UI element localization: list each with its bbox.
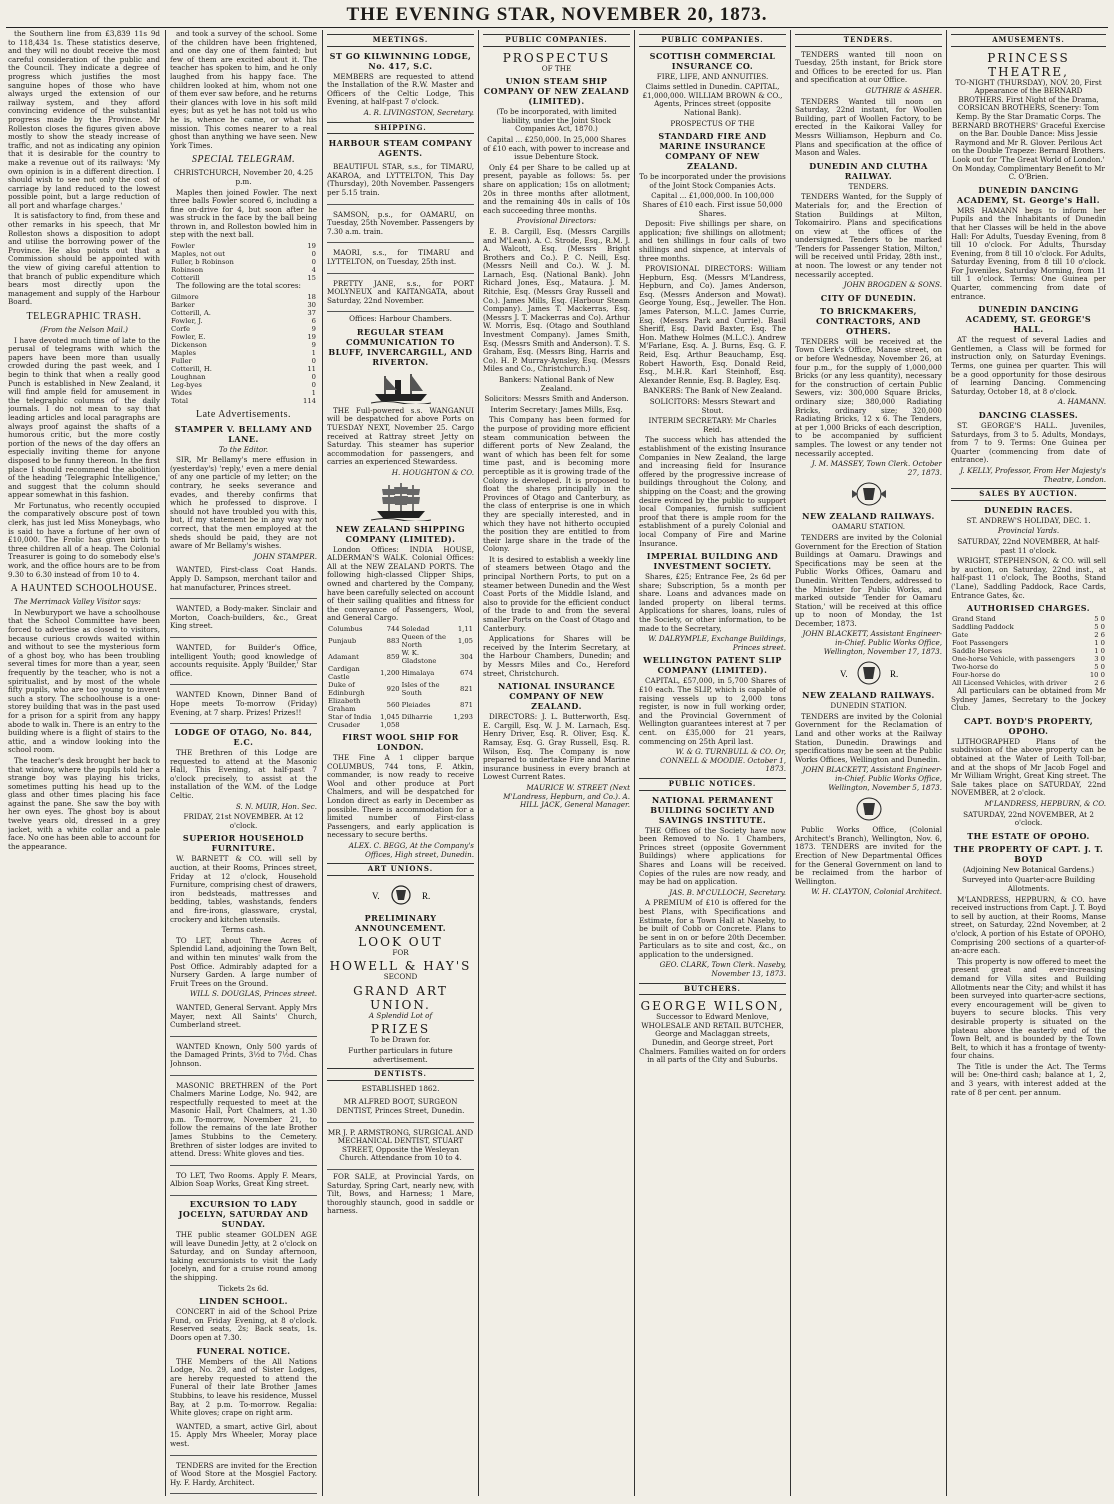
concert-body: CONCERT in aid of the School Prize Fund, on Friday Evening, at 8 o'clock. Reserved seats, 2s; Back seats, 1s. Doors open at 7.30. [170, 1307, 317, 1342]
secretary: Interim Secretary: James Mills, Esq. [490, 404, 623, 414]
auction-subheading: Surveyed into Quarter-acre Building Allotments. [961, 875, 1096, 893]
lookout-text: LOOK OUT [358, 934, 443, 949]
auction-location: Provincial Yards. [997, 526, 1060, 536]
tender-signature: JOHN BLACKETT, Assistant Engineer-in-Chief. Public Works Office, Wellington, November 17, 1873. [802, 629, 942, 656]
established-text: ESTABLISHED 1862. [361, 1083, 440, 1093]
section-heading: SALES BY AUCTION. [951, 488, 1106, 501]
column-divider [165, 30, 166, 1496]
bankers: Bankers: National Bank of New Zealand. [498, 375, 615, 393]
tender-body: TENDERS Wanted till noon on Saturday, 22nd instant, for Woollen Building, part of Woollen Factory, to be erected in the Kaikorai Valley for Messrs Williamson, Hepburn and Co. Plans and specification at the office of Mason and Wales. [795, 96, 942, 158]
shipping-ad: PRETTY JANE, s.s., for PORT MOLYNEUX and KAITANGATA, about Saturday, 22nd November. [327, 277, 474, 313]
shipping-ad: SAMSON, p.s., for OAMARU, on Tuesday, 25th November. Passengers by 7.30 a.m. train. [327, 208, 474, 244]
for-text: FOR [392, 947, 409, 957]
shipping-headline: NEW ZEALAND SHIPPING COMPANY (LIMITED). [335, 523, 466, 544]
company-headline: UNION STEAM SHIP COMPANY OF NEW ZEALAND (LIMITED). [483, 76, 630, 107]
auction-body: WRIGHT, STEPHENSON, & CO. will sell by auction, on Saturday, 22nd inst., at half-past 11 o'clock, The Booths, Stand ('Lane), Saddling Paddock, Race Cards, Entrance Gates, &c. [951, 556, 1106, 600]
butcher-body: Successor to Edward Menlove, WHOLESALE AND RETAIL BUTCHER, George and Maclaggan streets, Dunedin, and George street, Port Chalmers. Families waited on for orders in all parts of the City and Suburbs. [639, 1012, 786, 1065]
tender-signature: JOHN BROGDEN & SONS. [843, 280, 942, 290]
shipping-body: THE Fine A 1 clipper barque COLUMBUS, 744 tons, F. Atkin, commander, is now ready to receive Wool and other produce at Port Chalmers, and will be despatched for London direct as early in December as possible. There is accommodation for a limited number of First-class Passengers, and early application is necessary to secure berths. [327, 752, 474, 840]
tender-body: TENDERS are invited by the Colonial Government for the Reclamation of Land and other works at the Railway Station, Dunedin. Drawings and specifications may be seen at the Public Works Offices, Wellington and Dunedin. [795, 711, 942, 764]
article-paragraph: Mr Fortunatus, who recently occupied the comparatively obscure post of town clerk, has just led Miss Moneybags, who is said to have a fortune of her own of £10,000. The Frolic has given birth to three children all of a heap. The Colonial Treasurer is going to do somebody else's work, and the office hours are to be from 9.30 to 6.30 instead of from 10 to 4. [8, 500, 160, 579]
classified-ad: WANTED, a Body-maker. Sinclair and Morton, Coach-builders, &c., Great King street. [170, 602, 317, 638]
royal-crest-icon [844, 795, 894, 823]
auction-headline: CAPT. BOYD'S PROPERTY, OPOHO. [963, 715, 1094, 736]
company-headline: IMPERIAL BUILDING AND INVESTMENT SOCIETY. [646, 551, 779, 572]
royal-crest-icon [834, 659, 904, 687]
column-7 [951, 30, 1106, 1498]
butcher-name: GEORGE WILSON, [640, 999, 785, 1014]
article-paragraph: and took a survey of the school. Some of the children have been frightened, and one day one of them fainted; but few of them are excited about it. The teacher has spoken to him, and he only laughed from his happy face. The children looked at him, whom not one of them ever saw before, and he returns their glances with love in his soft mild eyes; but as yet he has not told us who he is, whence he came, or what his mission. This comes nearer to a real ghost than anything we have seen. New York Times. [170, 30, 317, 150]
excursion-tickets: Tickets 2s 6d. [218, 1283, 269, 1293]
auction-body: LITHOGRAPHED Plans of the subdivision of the above property can be obtained at the Water of Leith Toll-bar, and at the shops of Mr Jacob Fogel and Mr William Wright, Great King street. The Sale takes place on SATURDAY, 22nd NOVEMBER, at 2 o'clock. [951, 736, 1106, 798]
company-body: DIRECTORS: J. L. Butterworth, Esq. E. Cargill, Esq. W. J. M. Larnach, Esq. Henry Driver, Esq. R. Oliver, Esq. K. Ramsay, Esq. G. Gray Russell, Esq. R. Wilson, Esq. The Company is now prepared to undertake Fire and Marine insurance business in every branch at Lowest Current Rates. [483, 712, 630, 782]
company-signature: W. & G. TURNBULL & CO. Or, CONNELL & MOODIE. October 1, 1873. [660, 747, 786, 774]
column-divider [634, 30, 635, 1496]
second-text: SECOND [383, 972, 418, 982]
tender-headline: NEW ZEALAND RAILWAYS. [802, 511, 935, 522]
charges-table: Grand Stand 5 0 Saddling Paddock 5 0 Gate 2 6 Foot Passengers 1 0 Saddle Horses 1 0 One-horse Vehicle, with passengers 3 0 Two-horse do 5 0 Four-horse do 10 0 All Licensed Vehicles, with driver 2 6 [952, 615, 1105, 688]
concert-headline: LINDEN SCHOOL. [199, 1296, 288, 1307]
company-body: Claims settled in Dunedin. CAPITAL, £1,000,000. WILLIAM BROWN & CO., Agents, Princes street (opposite National Bank). [642, 82, 783, 117]
company-headline: WELLINGTON PATENT SLIP COMPANY (LIMITED). [643, 655, 782, 676]
section-heading: DENTISTS. [327, 1068, 474, 1081]
tender-headline: CITY OF DUNEDIN. [820, 292, 917, 303]
dentist-ad: MR J. P. ARMSTRONG, SURGICAL AND MECHANICAL DENTIST, STUART STREET, Opposite the Wesleyan Church. Attendance from 10 to 4. [327, 1126, 474, 1170]
tender-body: TENDERS are invited by the Colonial Government for the Erection of Station Buildings at Oamaru. Drawings and Specifications may be seen at the Public Works Offices, Oamaru and Dunedin. Written Tenders, addressed to the Minister for Public Works, and marked outside 'Tender for Oamaru Station,' will be received at this office up to noon of Monday, the 1st December, 1873. [795, 532, 942, 628]
bankers: BANKERS: The Bank of New Zealand. [642, 386, 783, 396]
notice-signature: JAS. B. M'CULLOCH, Secretary. [669, 887, 786, 897]
section-heading: MEETINGS. [327, 34, 474, 47]
company-headline: STANDARD FIRE AND MARINE INSURANCE COMPANY OF NEW ZEALAND. [658, 131, 767, 172]
auction-date: FRIDAY, 21st NOVEMBER. At 12 o'clock. [183, 812, 304, 830]
letter-headline: STAMPER V. BELLAMY AND LANE. [174, 423, 313, 444]
score-table: Fowler 19 Maples, not out 0 Fuller, b Robinson 0 Robinson 4 Cotterill 15 [171, 242, 316, 283]
auction-headline: SUPERIOR HOUSEHOLD FURNITURE. [182, 833, 305, 854]
tender-body: TENDERS will be received at the Town Clerk's Office, Manse street, on or before Wednesday, November 26, at four p.m., for the supply of 1,000,000 Bricks (or any less quantity), necessary for the construction of certain Public Sewers, viz: 300,000 Square Bricks, ordinary size; 380,000 Radiating Bricks, ordinary size; 320,000 Radiating Bricks, 12 x 6. The Tenders, at per 1,000 Bricks of each description, to be accompanied by sufficient samples. The lowest or any tender not necessarily accepted. [795, 336, 942, 458]
shipping-headline: REGULAR STEAM COMMUNICATION TO BLUFF, INVERCARGILL, AND RIVERTON. [328, 326, 473, 367]
score-table: Gilmore 18 Barker 30 Cotterill, A. 37 Fowler, J. 6 Corfe 9 Fowler, E. 19 Dickenson 9 Maples 1 Fuller 0 Cotterill, H. 11 Loughnan 0 Leg-byes 0 Wides 1 Total 114 [171, 292, 316, 405]
theatre-body: TO-NIGHT (THURSDAY), NOV. 20, First Appearance of the BERNARD BROTHERS. First Night of the Drama, CORSICAN BROTHERS, Scenery: Tom Kemp. By the Star Dramatic Corps. The BERNARD BROTHERS' Graceful Exercise on the Bar. Double Dance: Miss Jessie Raymond and Mr R. Glover. Perilous Act on the Double Trapeze: Bernard Brothers. Look out for 'The Great World of London.' On Monday, Complimentary Benefit to Mr C. O'Brien. [951, 77, 1106, 182]
directors-list: E. B. Cargill, Esq. (Messrs Cargills and M'Lean). A. C. Strode, Esq., R.M. J. A. Walcott, Esq. (Messrs Bright Brothers and Co.). P. C. Neill, Esq. (Messrs Neill and Co.). W. J. M. Larnach, Esq. (National Bank). John Richard Jones, Esq., Mataura. J. M. Ritchie, Esq. (Messrs Gray Russell and Co.). James Mills, Esq. (Harbour Steam Company). James T. Mackerras, Esq. (Messrs J. T. Mackerras and Co). Arthur W. Morris, Esq. (Otago and Southland Investment Company). James Smith, Esq. (Messrs Smith and Anderson). T. S. Graham, Esq. (Messrs Bing, Harris and Co). H. P. Murray-Aynsley, Esq. (Messrs Miles and Co., Christchurch.) [483, 226, 630, 374]
masthead [0, 4, 1114, 26]
fleet-table: Columbus 744 Soledad 1,11 Punjaub 883 Queen of the North 1,05 Adamant 859 W. K. Gladstone 304 Cardigan Castle 1,200 Himalaya 674 Duke of Edinburgh 920 Isles of the South 821 Elizabeth Graham 560 Pleiades 871 Star of India 1,045 Dilharrie 1,293 Crusader 1,058 [328, 624, 473, 729]
company-body: CAPITAL, £57,000, in 5,700 Shares of £10 each. The SLIP, which is capable of raising vessels up to 2,000 tons register, is now in full working order, and the Provincial Government of Wellington guarantees interest at 7 per cent. on £35,000 for 21 years, commencing on 25th April last. [639, 676, 786, 746]
column-2 [170, 30, 317, 1498]
article-paragraph: I have devoted much time of late to the perusal of telegrams with which the papers have been more than usually crowded during the past week, and I begin to think that when a really good Punch is established in New Zealand, it will find ample field for amusement in the telegraphic columns of the daily journals. I do not mean to say that leading articles and local paragraphs are always proof against the shafts of a humorous critic, but the more costly portion of the news of the day offers an especially inviting theme for anyone disposed to be funny thereon. In the first place I should recommend the abolition of the heading 'Telegraphic Intelligence,' and suggest that the column should appear somewhat in this fashion. [8, 335, 160, 500]
solicitors: Solicitors: Messrs Smith and Anderson. [484, 394, 629, 404]
svg-text:R.: R. [889, 669, 898, 680]
company-capital: Capital ... £1,000,000. In 100,000 Shares of £10 each. First issue 50,000 Shares. [642, 191, 783, 218]
shipping-body: London Offices: INDIA HOUSE, ALDERMAN'S WALK. Colonial Offices: All at the NEW ZEALAND PORTS. The following high-classed Clipper Ships, owned and chartered by the Company, have been carefully selected on account of their sailing qualities and fitness for the conveyance of Passengers, Wool, and General Cargo. [327, 544, 474, 623]
company-signature: MAURICE W. STREET (Next M'Landress, Hepburn, and Co.). A. HILL JACK, General Manager. [503, 782, 630, 810]
company-signature: W. DALRYMPLE, Exchange Buildings, Princes street. [648, 634, 786, 652]
section-headline: Late Advertisements. [196, 408, 291, 420]
letter-body: SIR, Mr Bellamy's mere effusion in (yesterday's) 'reply,' even a mere denial of any one particle of my letter; on the contrary, he seeks severance and evades, and thereby confirms that which he professed to disprove. I should not have troubled you with this, but, if my statement be in any way not correct, that the men employed at the sheds should be paid, they are not aware of Mr Bellamy's wishes. [170, 455, 317, 551]
company-body: It is desired to establish a weekly line of steamers between Otago and the principal Northern Ports, to put on a steamer between Dunedin and the West Coast Ports of the Middle Island, and also to provide for the efficient conduct of the trade to and from the several smaller Ports on the Coast of Otago and Canterbury. [483, 554, 630, 633]
company-body: Applications for Shares will be received by the Interim Secretary, at the Harbour Chambers, Dunedin; and by Messrs Miles and Co., Hereford street, Christchurch. [483, 634, 630, 678]
classes-signature: J. KELLY, Professor, From Her Majesty's Theatre, London. [960, 465, 1106, 484]
auction-date: SATURDAY, 22nd NOVEMBER, At 2 o'clock. [963, 809, 1094, 828]
classified-ad: WANTED Known, Only 500 yards of the Damaged Prints, 3½d to 7½d. Chas Johnson. [170, 1040, 317, 1076]
classified-ad: TO LET, about Three Acres of Splendid Land, adjoining the Town Belt, and within ten minutes' walk from the Post Office. Admirably adapted for a Nursery Garden. A large number of Fruit Trees on the Ground. [170, 935, 317, 988]
classified-ad: WANTED Known, Dinner Band of Hope meets To-morrow (Friday) Evening, at 7 sharp. Prizes! Prizes!! [170, 688, 317, 724]
company-headline: SCOTTISH COMMERCIAL INSURANCE CO. [649, 50, 776, 71]
dentist-ad: MR ALFRED BOOT, SURGEON DENTIST, Princes Street, Dunedin. [327, 1095, 474, 1122]
academy-body: AT the request of several Ladies and Gentlemen, a Class will be formed for instruction only, on Saturday Evenings. Terms, one guinea per quarter. This will be a good opportunity for those desirous of learning Dancing. Commencing Saturday, October 18, at 8 o'clock. [951, 335, 1106, 396]
classified-ad: WANTED, a smart, active Girl, about 15. Apply Mrs Wheeler, Moray place west. [170, 1420, 317, 1456]
classified-ad: WANTED, General Servant. Apply Mrs Mayer, next All Saints' Church, Cumberland street. [170, 1001, 317, 1037]
royal-crest-icon [844, 480, 894, 508]
notice-body: THE Offices of the Society have now been Removed to No. 1 Chambers, Princes street (opposite Government Buildings) where applications for Shares and Loans will be received. Copies of the rules are now ready, and may be had on application. [639, 825, 786, 887]
section-heading: ART UNIONS. [327, 863, 474, 876]
notice-signature: S. N. MUIR, Hon. Sec. [235, 801, 317, 811]
auction-body: M'LANDRESS, HEPBURN, & CO. have received instructions from Capt. J. T. Boyd to sell by auction, at their Rooms, Manse street, on Saturday, 22nd November, at 2 o'clock, A portion of his Estate of OPOHO, Comprising 200 sections of a quarter-of-an-acre each. [951, 894, 1106, 956]
tender-signature: JOHN BLACKETT, Assistant Engineer-in-Chief. Public Works Office, Wellington, November 5, 1873. [802, 765, 942, 792]
company-capital: Capital ... £250,000. In 25,000 Shares of £10 each, with power to increase and issue Debenture Stock. [483, 134, 630, 162]
article-paragraph: the Southern line from £3,839 11s 9d to 118,434 1s. These statistics deserve, and they will no doubt receive the most careful consideration of the public and the Council. They indicate a degree of progress which justifies the most sanguine hopes of those who have always urged the extension of our railway system, and they afford convincing evidence of the substantial progress made by the Province. Mr Rolleston closes the figures given above mostly to show the steady increase of traffic, and not as indicating any opinion that it is desirable for the country to make a revenue out of its railways: 'My own opinion is in a different direction. I should wish to see not only the cost of carriage by land reduced to the lowest possible point, but a large reduction of all port and wharfage charges.' [8, 30, 160, 210]
academy-headline: DUNEDIN DANCING ACADEMY, ST. GEORGE'S HALL. [965, 304, 1092, 335]
section-heading: TENDERS. [795, 34, 942, 47]
article-headline: SPECIAL TELEGRAM. [191, 154, 296, 166]
solicitors: SOLICITORS: Messrs Stewart and Stout. [649, 397, 776, 415]
svg-text:R.: R. [421, 890, 430, 901]
classified-ad: TO LET, Two Rooms. Apply F. Mears, Albion Soap Works, Great King street. [170, 1169, 317, 1196]
svg-text:V.: V. [839, 669, 848, 680]
directors-list: PROVISIONAL DIRECTORS: William Hepburn, Esq. (Messrs M'Landress, Hepburn, and Co). James Anderson, Esq. (Messrs Anderson and Mowat). George Young, Esq., Jeweller. The Hon. James Paterson, M.L.C. James Currie, Esq. (Messrs Park and Currie). Basil Sheriff, Esq. David Baxter, Esq. The Hon. Mathew Holmes (M.L.C.). Andrew M'Farlane, Esq. A. J. Burns, Esq. G. F. Reid, Esq. Arthur Beauchamp, Esq. Robert Haworth, Esq. Donald Reid, Esq., M.H.R. Karl Steinhoff, Esq. Alexander Rennie, Esq. B. Bagley, Esq. [639, 264, 786, 385]
auction-date: SATURDAY, 22nd NOVEMBER, At half-past 11 o'clock. [957, 536, 1100, 555]
auction-subheading: ST. ANDREW'S HOLIDAY, DEC. 1. [966, 515, 1091, 525]
newspaper-title: THE EVENING STAR, NOVEMBER 20, 1873. [346, 4, 768, 25]
article-source: (From the Nelson Mail.) [40, 325, 128, 334]
ad-signature: WILL S. DOUGLAS, Princes street. [189, 989, 317, 999]
auction-subheading: (Adjoining New Botanical Gardens.) [962, 864, 1095, 874]
section-heading: PUBLIC COMPANIES. [483, 34, 630, 47]
notice-body: THE Brethren of this Lodge are requested to attend at the Masonic Hall, This Evening, at half-past 7 o'clock precisely, to assist at the installation of the W.M. of the Lodge Celtic. [170, 748, 317, 801]
column-5 [639, 30, 786, 1498]
tender-subheading: OAMARU STATION. [831, 522, 906, 532]
academy-signature: A. HAMANN. [1057, 397, 1106, 407]
auction-headline: DUNEDIN RACES. [984, 504, 1073, 515]
shipping-signature: H. HOUGHTON & CO. [391, 468, 474, 478]
shipping-offices: Offices: Harbour Chambers. [349, 314, 452, 324]
auction-terms: Terms cash. [221, 925, 266, 935]
academy-headline: DUNEDIN DANCING ACADEMY, St. George's Hall. [957, 184, 1100, 205]
masthead-rule [6, 27, 1108, 28]
article-paragraph: The following are the total scores: [176, 281, 301, 291]
auction-signature: M'LANDRESS, HEPBURN, & CO. [984, 799, 1106, 809]
excursion-body: THE public steamer GOLDEN AGE will leave Dunedin Jetty, at 2 o'clock on Saturday, and on Sunday afternoon, taking excursionists to visit the Lady Jocelyn, and for a cruise round among the shipping. [170, 1230, 317, 1282]
article-paragraph: The teacher's desk brought her back to that window, where the pupils told her a strange boy was playing his tricks, sometimes putting his head up to the glass and other times placing his face against the pane. She saw the boy with her own eyes. The ghost boy is about twelve years old, dressed in a grey jacket, with a white collar and a pale face. No one has been able to account for the appearance. [8, 755, 160, 851]
company-body: This Company has been formed for the purpose of providing more efficient steam communication between the different ports of New Zealand, the want of which has been felt for some time past, and is becoming more perceptible as it is growing trade of the Colony is developed. It is proposed to float the shares principally in the Provinces of Otago and Canterbury, as the class of enterprise is one in which they are specially interested, and in which they have not hitherto occupied the position they are entitled to from their large share in the trade of the Colony. [483, 415, 630, 554]
classified-ad: WANTED, for Builder's Office, intelligent Youth; good knowledge of accounts requisite. Apply 'Builder,' Star office. [170, 641, 317, 685]
company-subtitle: (To be incorporated, with limited liability, under the Joint Stock Companies Act, 1870.) [496, 107, 617, 134]
section-heading: BUTCHERS. [639, 983, 786, 996]
secretary: INTERIM SECRETARY: Mr Charles Reid. [648, 416, 777, 434]
letter-signature: JOHN STAMPER. [253, 551, 317, 561]
tender-headline: DUNEDIN AND CLUTHA RAILWAY. [809, 160, 928, 181]
funeral-body: THE Members of the All Nations Lodge, No. 29, and of Sister Lodges, are hereby requested to attend the Funeral of their late Brother James Stubbins, to leave his residence, Mussel Bay, at 2 p.m. To-morrow. Regalia: White gloves; crape on right arm. [170, 1356, 317, 1418]
tender-signature: W. H. CLAYTON, Colonial Architect. [811, 887, 942, 897]
svg-text:V.: V. [371, 890, 380, 901]
shipping-signature: ALEX. C. BEGG, At the Company's Offices, High street, Dunedin. [348, 840, 474, 859]
company-body: The success which has attended the establishment of the existing Insurance Companies in New Zealand, the large and increasing field for Insurance offered by the progressive increase of buildings throughout the Colony, and shipping on the Coast; and the growing desire evinced by the public to support local Companies, furnish sufficient proof that there is ample room for the establishment of a purely Colonial and local Company of Fire and Marine Insurance. [639, 435, 786, 548]
notice-headline: LODGE OF OTAGO, No. 844, E.C. [174, 727, 313, 748]
auction-headline: THE ESTATE OF OPOHO. [967, 830, 1090, 841]
tender-signature: GUTHRIE & ASHER. [865, 85, 942, 95]
article-paragraph: It is satisfactory to find, from these and other remarks in his speech, that Mr Rolleston shows a disposition to adopt and utilise the borrowing power of the Province. He also points out that a Commission should be appointed with the view of giving careful attention to that branch of public expenditure which bears most directly upon the management and supply of the Harbour Board. [8, 211, 160, 307]
notice-headline: NATIONAL PERMANENT BUILDING SOCIETY AND SAVINGS INSTITUTE. [650, 794, 775, 825]
column-divider [478, 30, 479, 1496]
dateline: CHRISTCHURCH, November 20, 4.25 p.m. [173, 168, 314, 186]
charges-note: All particulars can be obtained from Mr Sydney James, Secretary to the Jockey Club. [951, 686, 1106, 713]
section-heading: PUBLIC COMPANIES. [639, 34, 786, 47]
auction-body: This property is now offered to meet the present great and ever-increasing demand for Villa sites and Building Allotments near the City; and whilst it has been surveyed into quarter-acre sections, every encouragement will be given to buyers to secure blocks. This very desirable property is situated on the plateau above the easterly end of the Town Belt, and is bounded by the Town Belt, to which it has a frontage of twenty-four chains. [951, 956, 1106, 1061]
company-body: Shares, £25; Entrance Fee, 2s 6d per share; Subscription, 5s a month per share. Loans and advances made on landed property on liberal terms. Applications for shares, loans, rules of the Society, or other information, to be made to the Secretary, [639, 572, 786, 633]
academy-body: MRS HAMANN begs to inform her Pupils and the Inhabitants of Dunedin that her Classes will be held in the above Hall: For Adults, Tuesday Evening, from 8 till 10 o'clock. For Adults, Thursday Evening, from 8 till 10 o'clock. For Adults, Saturday Evening, from 8 till 10 o'clock. For Juveniles, Saturday Morning, from 11 till 1 o'clock. Terms: One Guinea per Quarter, commencing from date of entrance. [951, 205, 1106, 301]
prizes-text: PRIZES [370, 1022, 431, 1037]
company-body: Only £4 per Share to be called up at present, payable as follows: 5s. per share on application; 15s on allotment; 20s in three months after allotment, and the remaining 40s in calls of 10s each succeeding three months. [483, 162, 630, 215]
classified-ad: TENDERS are invited for the Erection of Wood Store at the Mosgiel Factory. Hy. F. Hardy, Architect. [170, 1459, 317, 1495]
auction-terms: The Title is under the Act. The Terms will be: One-third cash; balance at 1, 2, and 3 years, with interest added at the rate of 8 per cent. per annum. [951, 1061, 1106, 1097]
shipping-headline: HARBOUR STEAM COMPANY AGENTS. [328, 138, 473, 159]
further-text: Further particulars in future advertisement. [348, 1046, 453, 1064]
company-subtitle: FIRE, LIFE, AND ANNUITIES. [656, 71, 769, 81]
column-6 [795, 30, 942, 1498]
prospectus-heading: PROSPECTUS OF THE [670, 118, 755, 128]
company-body: Deposit: Five shillings per share, on application; five shillings on allotment; and ten shillings in four calls of two shillings and sixpence, at intervals of three months. [639, 219, 786, 263]
article-headline: A HAUNTED SCHOOLHOUSE. [10, 583, 158, 595]
notice-headline: ST GO KILWINNING LODGE, No. 417, S.C. [329, 50, 472, 71]
column-4 [483, 30, 630, 1498]
tender-body: Public Works Office, (Colonial Architect's Branch), Wellington, Nov. 6, 1873. TENDERS are invited for the Erection of New Departmental Offices for the General Government on land to be reclaimed from the harbor of Wellington. [795, 825, 942, 886]
funeral-headline: FUNERAL NOTICE. [196, 1345, 291, 1356]
shipping-body: THE Full-powered s.s. WANGANUI will be despatched for above Ports on TUESDAY NEXT, November 25. Cargo received at Rattray street Jetty on Saturday. This steamer has superior accommodation for passengers, and carries an experienced Stewardess. [327, 405, 474, 467]
notice-signature: A. R. LIVINGSTON, Secretary. [363, 107, 474, 117]
classes-body: ST. GEORGE'S HALL. Juveniles, Saturdays, from 3 to 5. Adults, Mondays, from 7 to 9. Terms: One Guinea per Quarter (commencing from date of entrance). [951, 421, 1106, 465]
theatre-name: PRINCESS THEATRE, [987, 50, 1070, 79]
shipping-headline: FIRST WOOL SHIP FOR LONDON. [342, 731, 459, 752]
tender-body: TENDERS wanted till noon on Tuesday, 25th instant, for Brick store and Offices to be erected for us. Plan and specification at our Office. [795, 49, 942, 85]
directors-heading: Provisional Directors: [516, 216, 597, 226]
tender-headline: NEW ZEALAND RAILWAYS. [802, 690, 935, 701]
tender-body: TENDERS Wanted, for the Supply of Materials for, and the Erection of Station Buildings at Milton, Tokomairiro. Plans and specifications on view at the offices of the undersigned. Tenders to be marked 'Tenders for Passenger Station, Milton,' will be received until Friday, 28th inst., at noon. The lowest or any tender not necessarily accepted. [795, 192, 942, 279]
steamship-icon [371, 370, 431, 404]
section-heading: SHIPPING. [327, 122, 474, 135]
tender-signature: J. M. MASSEY, Town Clerk. October 27, 1873. [811, 459, 942, 477]
section-heading: AMUSEMENTS. [951, 34, 1106, 47]
howell-hay-text: HOWELL & HAY'S [329, 959, 472, 974]
section-heading: PUBLIC NOTICES. [639, 778, 786, 791]
announcement-headline: PRELIMINARY ANNOUNCEMENT. [354, 912, 447, 933]
column-divider [322, 30, 323, 1496]
drawn-text: To be Drawn for. [370, 1035, 431, 1045]
grand-art-union-text: GRAND ART UNION. [353, 983, 448, 1012]
tender-subheading: TENDERS. [848, 181, 889, 191]
article-source: The Merrimack Valley Visitor says: [14, 597, 141, 607]
company-headline: NATIONAL INSURANCE COMPANY OF NEW ZEALAND. [497, 681, 616, 712]
article-paragraph: In Newburyport we have a schoolhouse that the School Committee have been forced to advertise as closed to visitors, because curious crowds waited within and without to see the mysterious form of a ghost boy, who has been troubling several times for more than a year, seen frequently by the teacher, who is not a spiritualist, and by most of the whole fifty pupils, who are too young to invent such a story. The schoolhouse is a one-storey building that was in the past used for a prison for a spirit from any happy abode to walk in. There is an entry to the building where is a flight of stairs to the attic, and a window looking into the school room. [8, 607, 160, 755]
article-headline: TELEGRAPHIC TRASH. [26, 311, 142, 322]
auction-headline: THE PROPERTY OF CAPT. J. T. BOYD [953, 843, 1104, 864]
classes-headline: DANCING CLASSES. [978, 410, 1079, 420]
shipping-ad: MAORI, s.s., for TIMARU and LYTTELTON, on Tuesday, 25th inst. [327, 246, 474, 273]
classified-ad: MASONIC BRETHREN of the Port Chalmers Marine Lodge, No. 942, are respectfully requested to meet at the Masonic Hall, Port Chalmers, at 1.30 p.m. To-morrow, November 21, to follow the remains of the late Brother James Stubbins to the Cemetery. Brethren of sister lodges are invited to attend. Dress: White gloves and ties. [170, 1079, 317, 1166]
notice-signature: GEO. CLARK, Town Clerk. Naseby, November 13, 1873. [659, 960, 786, 979]
tender-subheading: DUNEDIN STATION. [830, 701, 907, 711]
auction-body: W. BARNETT & CO. will sell by auction, at their Rooms, Princes street, Friday at 12 o'clock, Household Furniture, comprising chest of drawers, iron bedsteads, mattresses and bedding, tables, washstands, fenders and fire-irons, glassware, crystal, crockery and kitchen utensils. [170, 854, 317, 924]
splendid-text: A Splendid Lot of [368, 1010, 433, 1020]
excursion-headline: EXCURSION TO LADY JOCELYN, SATURDAY AND SUNDAY. [178, 1199, 309, 1230]
royal-crest-icon [366, 880, 436, 910]
prospectus-heading: PROSPECTUS [502, 50, 611, 65]
notice-body: A PREMIUM of £10 is offered for the best Plans, with Specifications and Estimate, for a Town Hall at Naseby, to be built of Cobb or Concrete. Plans to be sent in on or before 20th December. Particulars as to site and cost, &c., on application to the undersigned. [639, 898, 786, 959]
charges-headline: AUTHORISED CHARGES. [966, 603, 1091, 614]
sailing-ship-icon [371, 481, 431, 521]
classified-ad: WANTED, First-class Coat Hands. Apply D. Sampson, merchant tailor and hat manufacturer, Princes street. [170, 563, 317, 599]
tender-headline: TO BRICKMAKERS, CONTRACTORS, AND OTHERS. [816, 305, 921, 336]
column-3 [327, 30, 474, 1498]
column-divider [790, 30, 791, 1496]
letter-salutation: To the Editor. [218, 444, 269, 454]
shipping-ad: BEAUTIFUL STAR, s.s., for TIMARU, AKAROA, and LYTTELTON, This Day (Thursday), 20th November. Passengers per 5.15 train. [327, 160, 474, 204]
notice-body: MEMBERS are requested to attend the Installation of the R.W. Master and Officers of the Celtic Lodge, This Evening, at half-past 7 o'clock. [327, 71, 474, 107]
column-1 [8, 30, 160, 1498]
column-divider [946, 30, 947, 1496]
article-paragraph: Maples then joined Fowler. The next three balls Fowler scored 6, including a fine on-drive for 4, but soon after he was struck in the face by the ball being thrown in, and Rolleston bowled him in step with the next ball. [170, 187, 317, 240]
classified-ad: FOR SALE, at Provincial Yards, on Saturday, Spring Cart, nearly new, with Tilt, Bows, and Harness; 1 Mare, thoroughly staunch, good in saddle or harness. [327, 1172, 474, 1216]
company-subtitle: To be incorporated under the provisions of the Joint Stock Companies Acts. [639, 172, 786, 190]
of-the-text: OF THE [541, 63, 572, 73]
